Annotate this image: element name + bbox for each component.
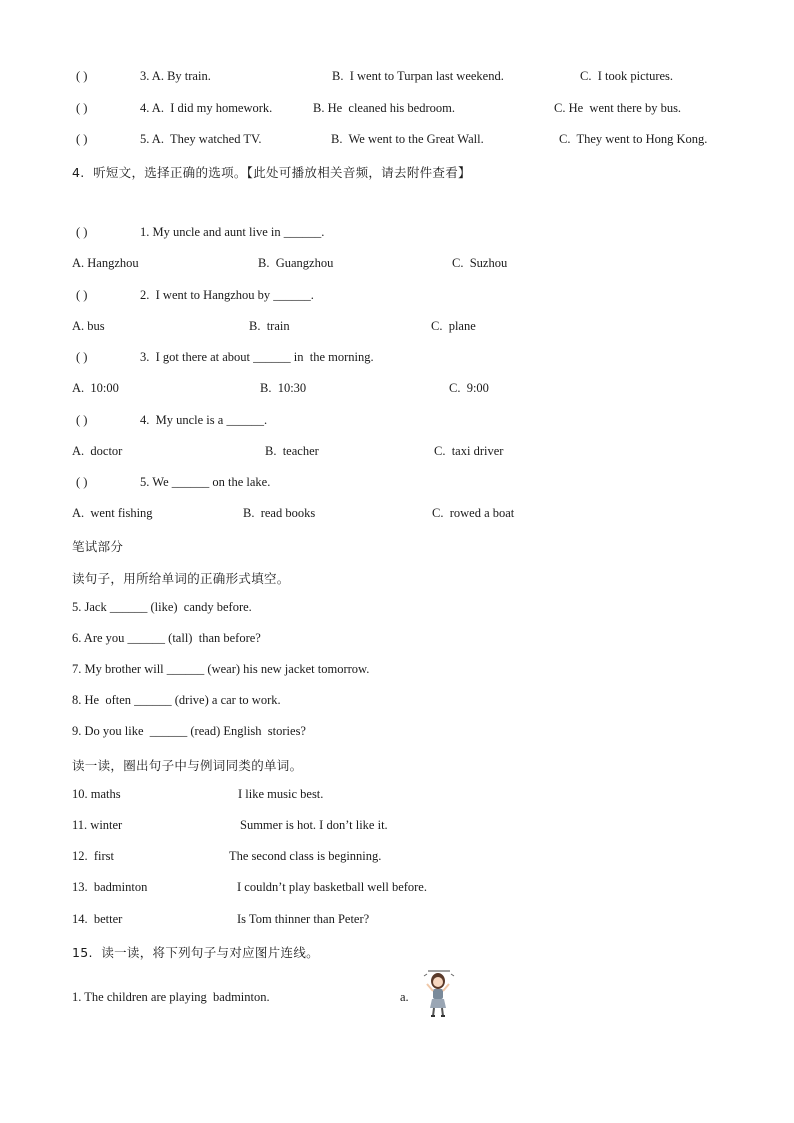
- line-l3q5: [0, 132, 794, 150]
- q10-text-0: 10. maths: [72, 787, 121, 801]
- line-q12: [0, 849, 794, 867]
- sec10-text-0: 读一读，圈出句子中与例词同类的单词。: [72, 758, 303, 773]
- q5-text-0: 5. Jack ______ (like) candy before.: [72, 600, 252, 614]
- s4q2o-text-0: A. bus: [72, 319, 105, 333]
- line-written: [0, 537, 794, 555]
- line-q5: [0, 600, 794, 618]
- line-s4q5: [0, 475, 794, 493]
- line-l3q3: [0, 69, 794, 87]
- l3q4-text-0: 4. A. I did my homework.: [140, 101, 273, 115]
- line-sec5: [0, 569, 794, 587]
- line-q11: [0, 818, 794, 836]
- l3q4-text-2: C. He went there by bus.: [554, 101, 682, 115]
- l3q4-text-1: B. He cleaned his bedroom.: [313, 101, 455, 115]
- s4q4o-text-0: A. doctor: [72, 444, 123, 458]
- sec4-text-0: 4. 听短文，选择正确的选项。【此处可播放相关音频，请去附件查看】: [72, 165, 471, 180]
- q9-text-0: 9. Do you like ______ (read) English stories?: [72, 724, 306, 738]
- answer-bracket[interactable]: ( ): [76, 132, 88, 146]
- answer-bracket[interactable]: ( ): [76, 69, 88, 83]
- q7-text-0: 7. My brother will ______ (wear) his new jacket tomorrow.: [72, 662, 370, 676]
- sec15-text-0: 15. 读一读，将下列句子与对应图片连线。: [72, 945, 319, 960]
- line-sec10: [0, 756, 794, 774]
- l3q3-text-2: C. I took pictures.: [580, 69, 674, 83]
- written-text-0: 笔试部分: [72, 539, 124, 554]
- q12-text-1: The second class is beginning.: [229, 849, 382, 863]
- line-q6: [0, 631, 794, 649]
- q11-text-1: Summer is hot. I don’t like it.: [240, 818, 388, 832]
- sec5-text-0: 读句子，用所给单词的正确形式填空。: [72, 571, 290, 586]
- answer-bracket[interactable]: ( ): [76, 225, 88, 239]
- line-s4q3: [0, 350, 794, 368]
- s4q1o-text-0: A. Hangzhou: [72, 256, 139, 270]
- line-q15_1: [0, 990, 794, 1008]
- q15_1-text-0: 1. The children are playing badminton.: [72, 990, 270, 1004]
- s4q1o-text-2: C. Suzhou: [452, 256, 508, 270]
- s4q5o-text-0: A. went fishing: [72, 506, 153, 520]
- l3q5-text-1: B. We went to the Great Wall.: [331, 132, 484, 146]
- line-s4q2o: [0, 319, 794, 337]
- l3q3-text-1: B. I went to Turpan last weekend.: [332, 69, 504, 83]
- answer-bracket[interactable]: ( ): [76, 350, 88, 364]
- line-s4q4: [0, 413, 794, 431]
- s4q2-text-0: 2. I went to Hangzhou by ______.: [140, 288, 314, 302]
- s4q1-text-0: 1. My uncle and aunt live in ______.: [140, 225, 325, 239]
- q14-text-1: Is Tom thinner than Peter?: [237, 912, 370, 926]
- line-s4q5o: [0, 506, 794, 524]
- q8-text-0: 8. He often ______ (drive) a car to work.: [72, 693, 281, 707]
- s4q5-text-0: 5. We ______ on the lake.: [140, 475, 271, 489]
- line-q10: [0, 787, 794, 805]
- q11-text-0: 11. winter: [72, 818, 123, 832]
- s4q3o-text-0: A. 10:00: [72, 381, 119, 395]
- line-q7: [0, 662, 794, 680]
- q13-text-1: I couldn’t play basketball well before.: [237, 880, 427, 894]
- s4q3-text-0: 3. I got there at about ______ in the morning.: [140, 350, 374, 364]
- line-s4q2: [0, 288, 794, 306]
- q10-text-1: I like music best.: [238, 787, 324, 801]
- l3q3-text-0: 3. A. By train.: [140, 69, 211, 83]
- line-s4q1: [0, 225, 794, 243]
- line-s4q3o: [0, 381, 794, 399]
- q12-text-0: 12. first: [72, 849, 115, 863]
- s4q3o-text-1: B. 10:30: [260, 381, 307, 395]
- s4q1o-text-1: B. Guangzhou: [258, 256, 334, 270]
- q13-text-0: 13. badminton: [72, 880, 148, 894]
- s4q5o-text-2: C. rowed a boat: [432, 506, 515, 520]
- s4q2o-text-1: B. train: [249, 319, 290, 333]
- answer-bracket[interactable]: ( ): [76, 475, 88, 489]
- s4q2o-text-2: C. plane: [431, 319, 476, 333]
- line-s4q4o: [0, 444, 794, 462]
- q6-text-0: 6. Are you ______ (tall) than before?: [72, 631, 261, 645]
- line-q13: [0, 880, 794, 898]
- line-l3q4: [0, 101, 794, 119]
- line-sec15: [0, 943, 794, 961]
- s4q5o-text-1: B. read books: [243, 506, 316, 520]
- s4q4-text-0: 4. My uncle is a ______.: [140, 413, 268, 427]
- answer-bracket[interactable]: ( ): [76, 413, 88, 427]
- line-q14: [0, 912, 794, 930]
- s4q3o-text-2: C. 9:00: [449, 381, 489, 395]
- q15_1-text-1: a.: [400, 990, 409, 1004]
- line-q9: [0, 724, 794, 742]
- l3q5-text-0: 5. A. They watched TV.: [140, 132, 262, 146]
- answer-bracket[interactable]: ( ): [76, 101, 88, 115]
- l3q5-text-2: C. They went to Hong Kong.: [559, 132, 708, 146]
- q14-text-0: 14. better: [72, 912, 123, 926]
- line-s4q1o: [0, 256, 794, 274]
- girl-illustration: [420, 968, 460, 1020]
- line-sec4: [0, 163, 794, 181]
- line-q8: [0, 693, 794, 711]
- s4q4o-text-2: C. taxi driver: [434, 444, 504, 458]
- s4q4o-text-1: B. teacher: [265, 444, 319, 458]
- answer-bracket[interactable]: ( ): [76, 288, 88, 302]
